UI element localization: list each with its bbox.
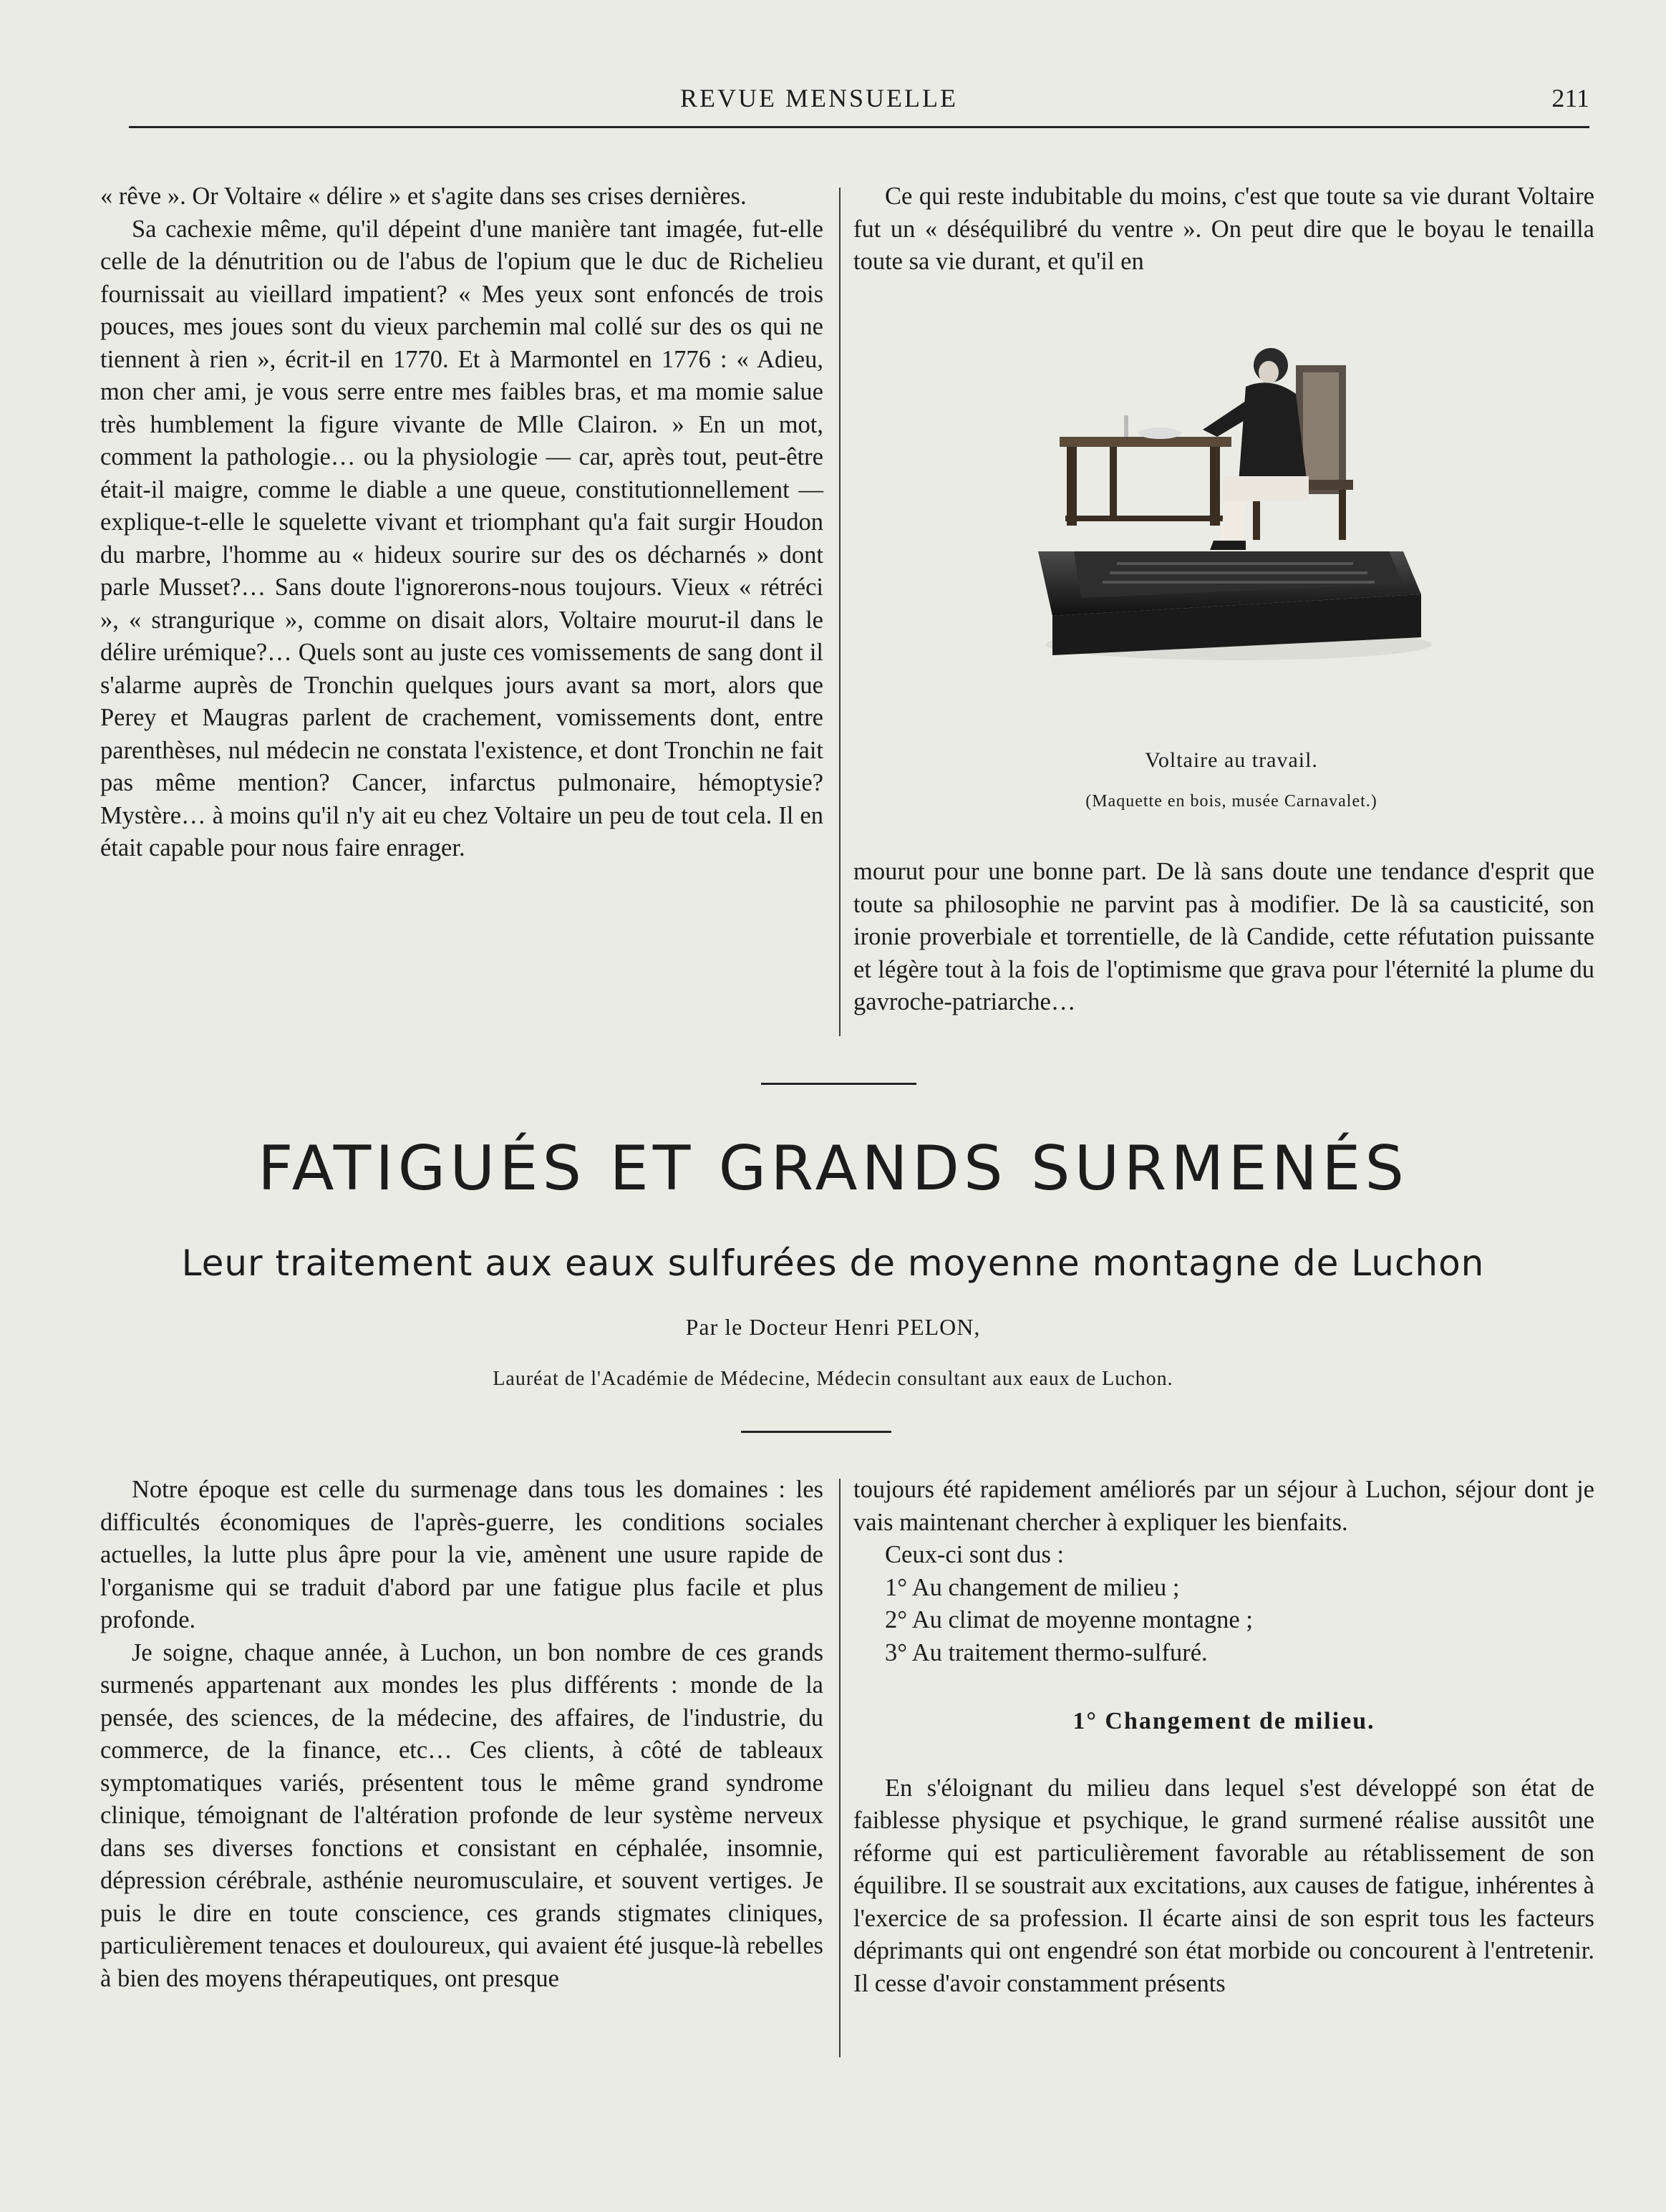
header-rule bbox=[129, 126, 1589, 128]
article-subtitle: Leur traitement aux eaux sulfurées de moyenne montagne de Luchon bbox=[181, 1242, 1485, 1284]
article-separator bbox=[761, 1083, 916, 1085]
article-title: FATIGUÉS ET GRANDS SURMENÉS bbox=[258, 1133, 1408, 1204]
remedies-list bbox=[853, 1572, 1594, 1670]
column-divider bbox=[839, 1479, 841, 2057]
paragraph: Notre époque est celle du surmenage dans tous les domaines : les difficultés économiques de l'après-guerre, les conditions sociales actuelles, la lutte plus âpre pour la vie, amènent une usure rapide de l'organisme qui se traduit d'abord par une fatigue plus facile et plus profonde. bbox=[100, 1476, 823, 1633]
column-divider bbox=[839, 188, 841, 1036]
list-item: 1° Au changement de milieu ; bbox=[885, 1573, 1180, 1601]
figure-caption: Voltaire au travail. bbox=[1145, 748, 1318, 772]
voltaire-left-column bbox=[100, 180, 823, 865]
voltaire-model-image bbox=[1031, 337, 1432, 673]
paragraph: Ce qui reste indubitable du moins, c'est que toute sa vie durant Voltaire fut un « déséquilibré du ventre ». On peut dire que le boyau le tenailla toute sa vie durant, et qu'il en bbox=[853, 183, 1594, 275]
figure-note: (Maquette en bois, musée Carnavalet.) bbox=[1085, 792, 1377, 811]
article-author: Par le Docteur Henri PELON, bbox=[685, 1314, 981, 1340]
voltaire-figure bbox=[1031, 337, 1432, 673]
author-affiliation: Lauréat de l'Académie de Médecine, Médecin consultant aux eaux de Luchon. bbox=[493, 1368, 1173, 1390]
paragraph: mourut pour une bonne part. De là sans doute une tendance d'esprit que toute sa philosophie ne parvint pas à modifier. De là sa causticité, son ironie proverbiale et torrentielle, de là Candide, cette réfutation puissante et légère tout à la fois de l'optimisme que grava pour l'éternité la plume du gavroche-patriarche… bbox=[853, 858, 1594, 1015]
paragraph: Je soigne, chaque année, à Luchon, un bon nombre de ces grands surmenés appartenant aux mondes les plus différents : monde de la pensée, des sciences, de la médecine, des affaires, de l'industrie, du commerce, de la finance, etc… Ces clients, à côté de tableaux symptomatiques variés, présentent tous le même grand syndrome clinique, témoignant de l'altération profonde de leur système nerveux dans ses diverses fonctions et consistant en céphalée, insomnie, dépression cérébrale, asthénie neuromusculaire, et souvent vertiges. Je puis le dire en toute conscience, ces grands stigmates cliniques, particulièrement tenaces et douloureux, qui avaient été jusque-là rebelles à bien des moyens thérapeutiques, ont presque bbox=[100, 1638, 823, 1992]
article-left-column bbox=[100, 1474, 823, 1995]
voltaire-right-column-top bbox=[853, 180, 1594, 279]
list-item: 3° Au traitement thermo-sulfuré. bbox=[885, 1638, 1208, 1666]
paragraph: Sa cachexie même, qu'il dépeint d'une manière tant imagée, fut-elle celle de la dénutrition ou de l'abus de l'opium que le duc de Richelieu fournissait au vieillard impatient? « Mes yeux sont enfoncés de trois pouces, mes joues sont du vieux parchemin mal collé sur des os qui ne tiennent à rien », écrit-il en 1770. Et à Marmontel en 1776 : « Adieu, mon cher ami, je vous serre entre mes faibles bras, et ma momie salue très humblement la figure vivante de Mlle Clairon. » En un mot, comment la pathologie… ou la physiologie — car, après tout, peut-être était-il maigre, comme le diable a une queue, constitutionnellement — explique-t-elle le squelette vivant et triomphant qu'a fait surgir Houdon du marbre, l'homme au « hideux sourire sur des os décharnés » dont parle Musset?… Sans doute l'ignorerons-nous toujours. Vieux « rétréci », « strangurique », comme on disait alors, Voltaire mourut-il dans le délire urémique?… Quels sont au juste ces vomissements de sang dont il s'alarme auprès de Tronchin quelques jours avant sa mort, alors que Perey et Maugras parlent de crachement, vomissements dont, entre parenthèses, nul médecin ne constata l'existence, et dont Tronchin ne fait pas même mention? Cancer, infarctus pulmonaire, hémoptysie? Mystère… à moins qu'il n'y ait eu chez Voltaire un peu de tout cela. Il en était capable pour nous faire enrager. bbox=[100, 215, 823, 861]
page-number: 211 bbox=[1551, 84, 1589, 112]
journal-title: REVUE MENSUELLE bbox=[680, 84, 958, 112]
list-intro: Ceux-ci sont dus : bbox=[885, 1541, 1065, 1568]
paragraph: toujours été rapidement améliorés par un séjour à Luchon, séjour dont je vais maintenant chercher à expliquer les bienfaits. bbox=[853, 1476, 1594, 1536]
running-header bbox=[129, 80, 1589, 123]
paragraph: « rêve ». Or Voltaire « délire » et s'agite dans ses crises dernières. bbox=[100, 183, 747, 210]
section-heading: 1° Changement de milieu. bbox=[1072, 1708, 1375, 1734]
list-item: 2° Au climat de moyenne montagne ; bbox=[885, 1606, 1253, 1633]
heading-separator bbox=[741, 1431, 891, 1433]
article-right-column bbox=[853, 1474, 1594, 2000]
voltaire-right-column-bottom bbox=[853, 856, 1594, 1019]
paragraph: En s'éloignant du milieu dans lequel s'est développé son état de faiblesse physique et psychique, le grand surmené réalise aussitôt une réforme qui est particulièrement favorable au rétablissement de son équilibre. Il se soustrait aux excitations, aux causes de fatigue, inhérentes à l'exercice de sa profession. Il écarte ainsi de son esprit tous les facteurs déprimants qui ont engendré son état morbide ou concourent à l'entretenir. Il cesse d'avoir constamment présents bbox=[853, 1774, 1594, 1997]
